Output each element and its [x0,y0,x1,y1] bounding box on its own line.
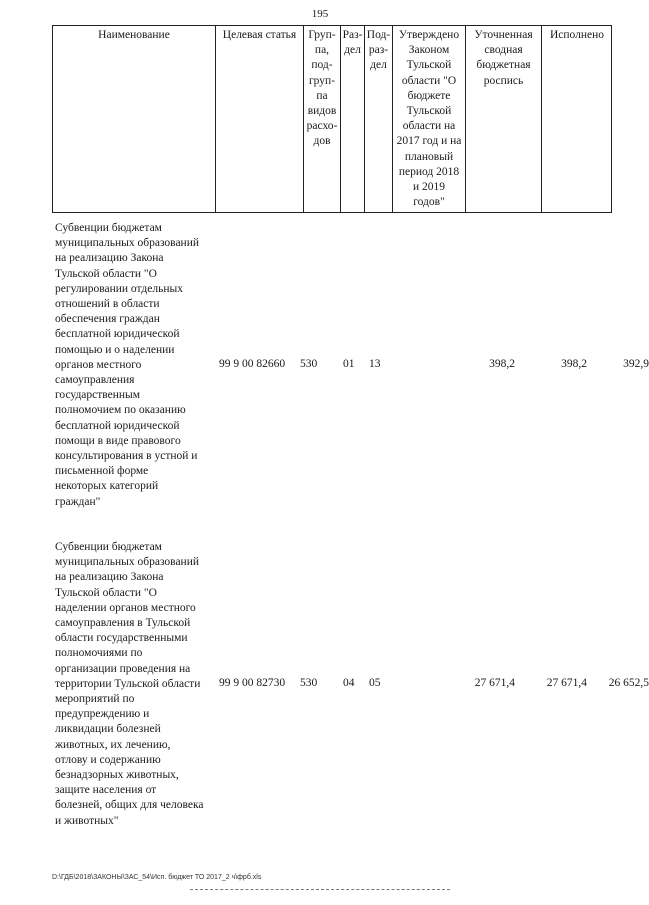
row-approved: 27 671,4 [474,677,515,689]
table-header [52,25,612,213]
row-approved: 398,2 [489,358,515,370]
footer-file-path: D:\ГДБ\2018\ЗАКОНЫ\ЗАС_54\Исп. бюджет ТО 2017_2 ч\фрб.xls [52,874,262,881]
footer-divider [190,889,450,890]
page-number: 195 [311,8,329,20]
header-target-article: Целевая статья [216,26,304,212]
row-name: Субвенции бюджетам муниципальных образований на реализацию Закона Тульской области "О наделении органов местного самоуправления в Тульской области государственными полномочиями по организации проведения на территории Тульской области мероприятий по предупреждению и ликвидации болезней животных, их лечению, отлову и содержанию безнадзорных животных, защите населения от болезней, общих для человека и животных" [55,541,204,827]
table-row [55,540,649,840]
row-target-article: 99 9 00 82660 [219,358,286,370]
row-expense-group: 530 [300,358,318,370]
header-approved: Утверждено Законом Тульской области "О бюджете Тульской области на 2017 год и на плановый период 2018 и 2019 годов" [393,26,466,212]
header-section: Раз- дел [341,26,365,212]
row-executed: 392,9 [623,358,649,370]
header-executed: Исполнено [549,29,605,41]
row-refined: 398,2 [561,358,587,370]
row-executed: 26 652,5 [608,677,649,689]
row-section: 01 [343,358,355,370]
header-expense-group: Груп- па, под- груп- па видов расхо- дов [304,26,341,212]
row-name: Субвенции бюджетам муниципальных образований на реализацию Закона Тульской области "О регулировании отдельных отношений в области обеспечения граждан бесплатной юридической помощью и о наделении органов местного самоуправления государственным полномочием по оказанию бесплатной юридической помощи в виде правового консультирования в устной и письменной форме некоторых категорий граждан" [55,222,200,508]
row-subsection: 05 [369,677,381,689]
row-refined: 27 671,4 [546,677,587,689]
header-subsection: Под- раз- дел [365,26,393,212]
row-expense-group: 530 [300,677,318,689]
row-section: 04 [343,677,355,689]
header-name: Наименование [53,26,216,212]
row-target-article: 99 9 00 82730 [219,677,286,689]
header-refined: Уточненная сводная бюджетная роспись [466,26,542,212]
table-row [55,221,649,521]
row-subsection: 13 [369,358,381,370]
